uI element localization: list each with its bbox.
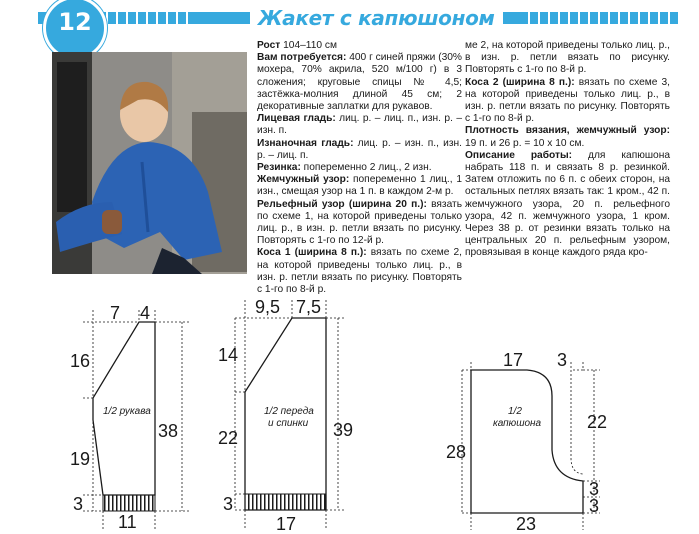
body-dim-3: 3	[223, 494, 234, 514]
body-dim-7-5: 7,5	[296, 297, 322, 317]
label: Рельефный узор (ширина 20 п.):	[257, 198, 427, 210]
value: 19 п. и 26 р. = 10 х 10 см.	[465, 137, 585, 149]
label: Описание работы:	[465, 149, 573, 161]
hood-caption-1: 1/2	[508, 406, 522, 417]
hood-caption-2: капюшона	[493, 418, 542, 429]
value: 104–110 см	[280, 40, 337, 51]
value: вязать по схеме 3, на которой приведены только лиц. р., в изн. р. петли вязать по рисунку. Повторять с 1-го по 8-й р.	[465, 76, 671, 125]
hood-dim-3-mid: 3	[589, 479, 600, 499]
sleeve-dim-38: 38	[158, 421, 179, 441]
page-title: Жакет с капюшоном	[258, 6, 495, 30]
label: Рост	[257, 40, 281, 51]
label: Вам потребуется:	[257, 52, 347, 64]
body-dim-39: 39	[333, 420, 354, 440]
label: Резинка:	[257, 162, 301, 174]
body-caption-1: 1/2 переда	[264, 406, 314, 417]
hood-dim-22: 22	[587, 412, 608, 432]
sleeve-dim-3: 3	[73, 494, 84, 514]
body-schematic	[218, 297, 353, 534]
hood-dim-17: 17	[503, 350, 524, 370]
hood-dim-23: 23	[516, 514, 537, 534]
hood-dim-28: 28	[446, 442, 467, 462]
value: попеременно 2 лиц., 2 изн.	[300, 162, 432, 174]
sleeve-dim-16: 16	[70, 351, 91, 371]
hood-dim-3-bottom: 3	[589, 496, 600, 516]
sleeve-dim-7: 7	[110, 303, 121, 323]
value: лиц. р. – лиц. п., изн. р. – изн. п.	[257, 113, 462, 137]
page-number: 12	[58, 8, 92, 36]
sleeve-caption: 1/2 рукава	[103, 406, 151, 417]
label: Лицевая гладь:	[257, 113, 336, 125]
body-caption-2: и спинки	[268, 418, 309, 429]
value: 400 г синей пряжи (30% мохера, 70% акрила, 520 м/100 г) в 3 сложения; круговые спицы № 4,5; застёжка-молния длиной 45 см; 2 декоративные заплатки для рукавов.	[257, 52, 462, 113]
hood-dim-3-top: 3	[557, 350, 568, 370]
body-dim-22: 22	[218, 428, 239, 448]
value: лиц. р. – изн. п., изн. р. – лиц. п.	[257, 137, 462, 161]
body-dim-14: 14	[218, 345, 239, 365]
body-dim-17: 17	[276, 514, 297, 534]
label: Плотность вязания, жемчужный узор:	[465, 125, 670, 137]
value: вязать по схеме 2, на которой приведены только лиц. р., в изн. р. петли вязать по рисунку. Повторять с 1-го по 8-й р.	[257, 247, 463, 296]
label: Коса 2 (ширина 8 п.):	[465, 76, 575, 88]
label: Изнаночная гладь:	[257, 137, 354, 149]
value: для капюшона набрать 118 п. и связать 8 р. резинкой. Затем отложить по 6 п. с обеих сторон, на остальных петлях вязать так: 1 кром., 42 п. жемчужного узора, 20 п. рельефного узора, 42 п. жемчужного узора, 1 кром. Через 38 р. от резинки вязать только на центральных 20 п. рельефным узором, провязывая в конце каждого ряда кро-	[465, 149, 670, 259]
sleeve-dim-4: 4	[140, 303, 151, 323]
hood-schematic	[446, 350, 607, 534]
label: Коса 1 (ширина 8 п.):	[257, 247, 367, 259]
value: вязать по схеме 1, на которой приведены только лиц. р., в изн. р. петли вязать по рисунку. Повторять с 1-го по 12-й р.	[257, 198, 462, 247]
label: Жемчужный узор:	[257, 174, 350, 186]
sleeve-schematic	[70, 303, 190, 532]
sleeve-dim-11: 11	[118, 512, 137, 532]
value: попеременно 1 лиц., 1 изн., смещая узор на 1 п. в каждом 2-м р.	[257, 174, 462, 198]
body-dim-9-5: 9,5	[255, 297, 281, 317]
sleeve-dim-19: 19	[70, 449, 91, 469]
paragraph: ме 2, на которой приведены только лиц. р., в изн. р. петли вязать по рисунку. Повторять с 1-го по 8-й р.	[465, 40, 670, 76]
